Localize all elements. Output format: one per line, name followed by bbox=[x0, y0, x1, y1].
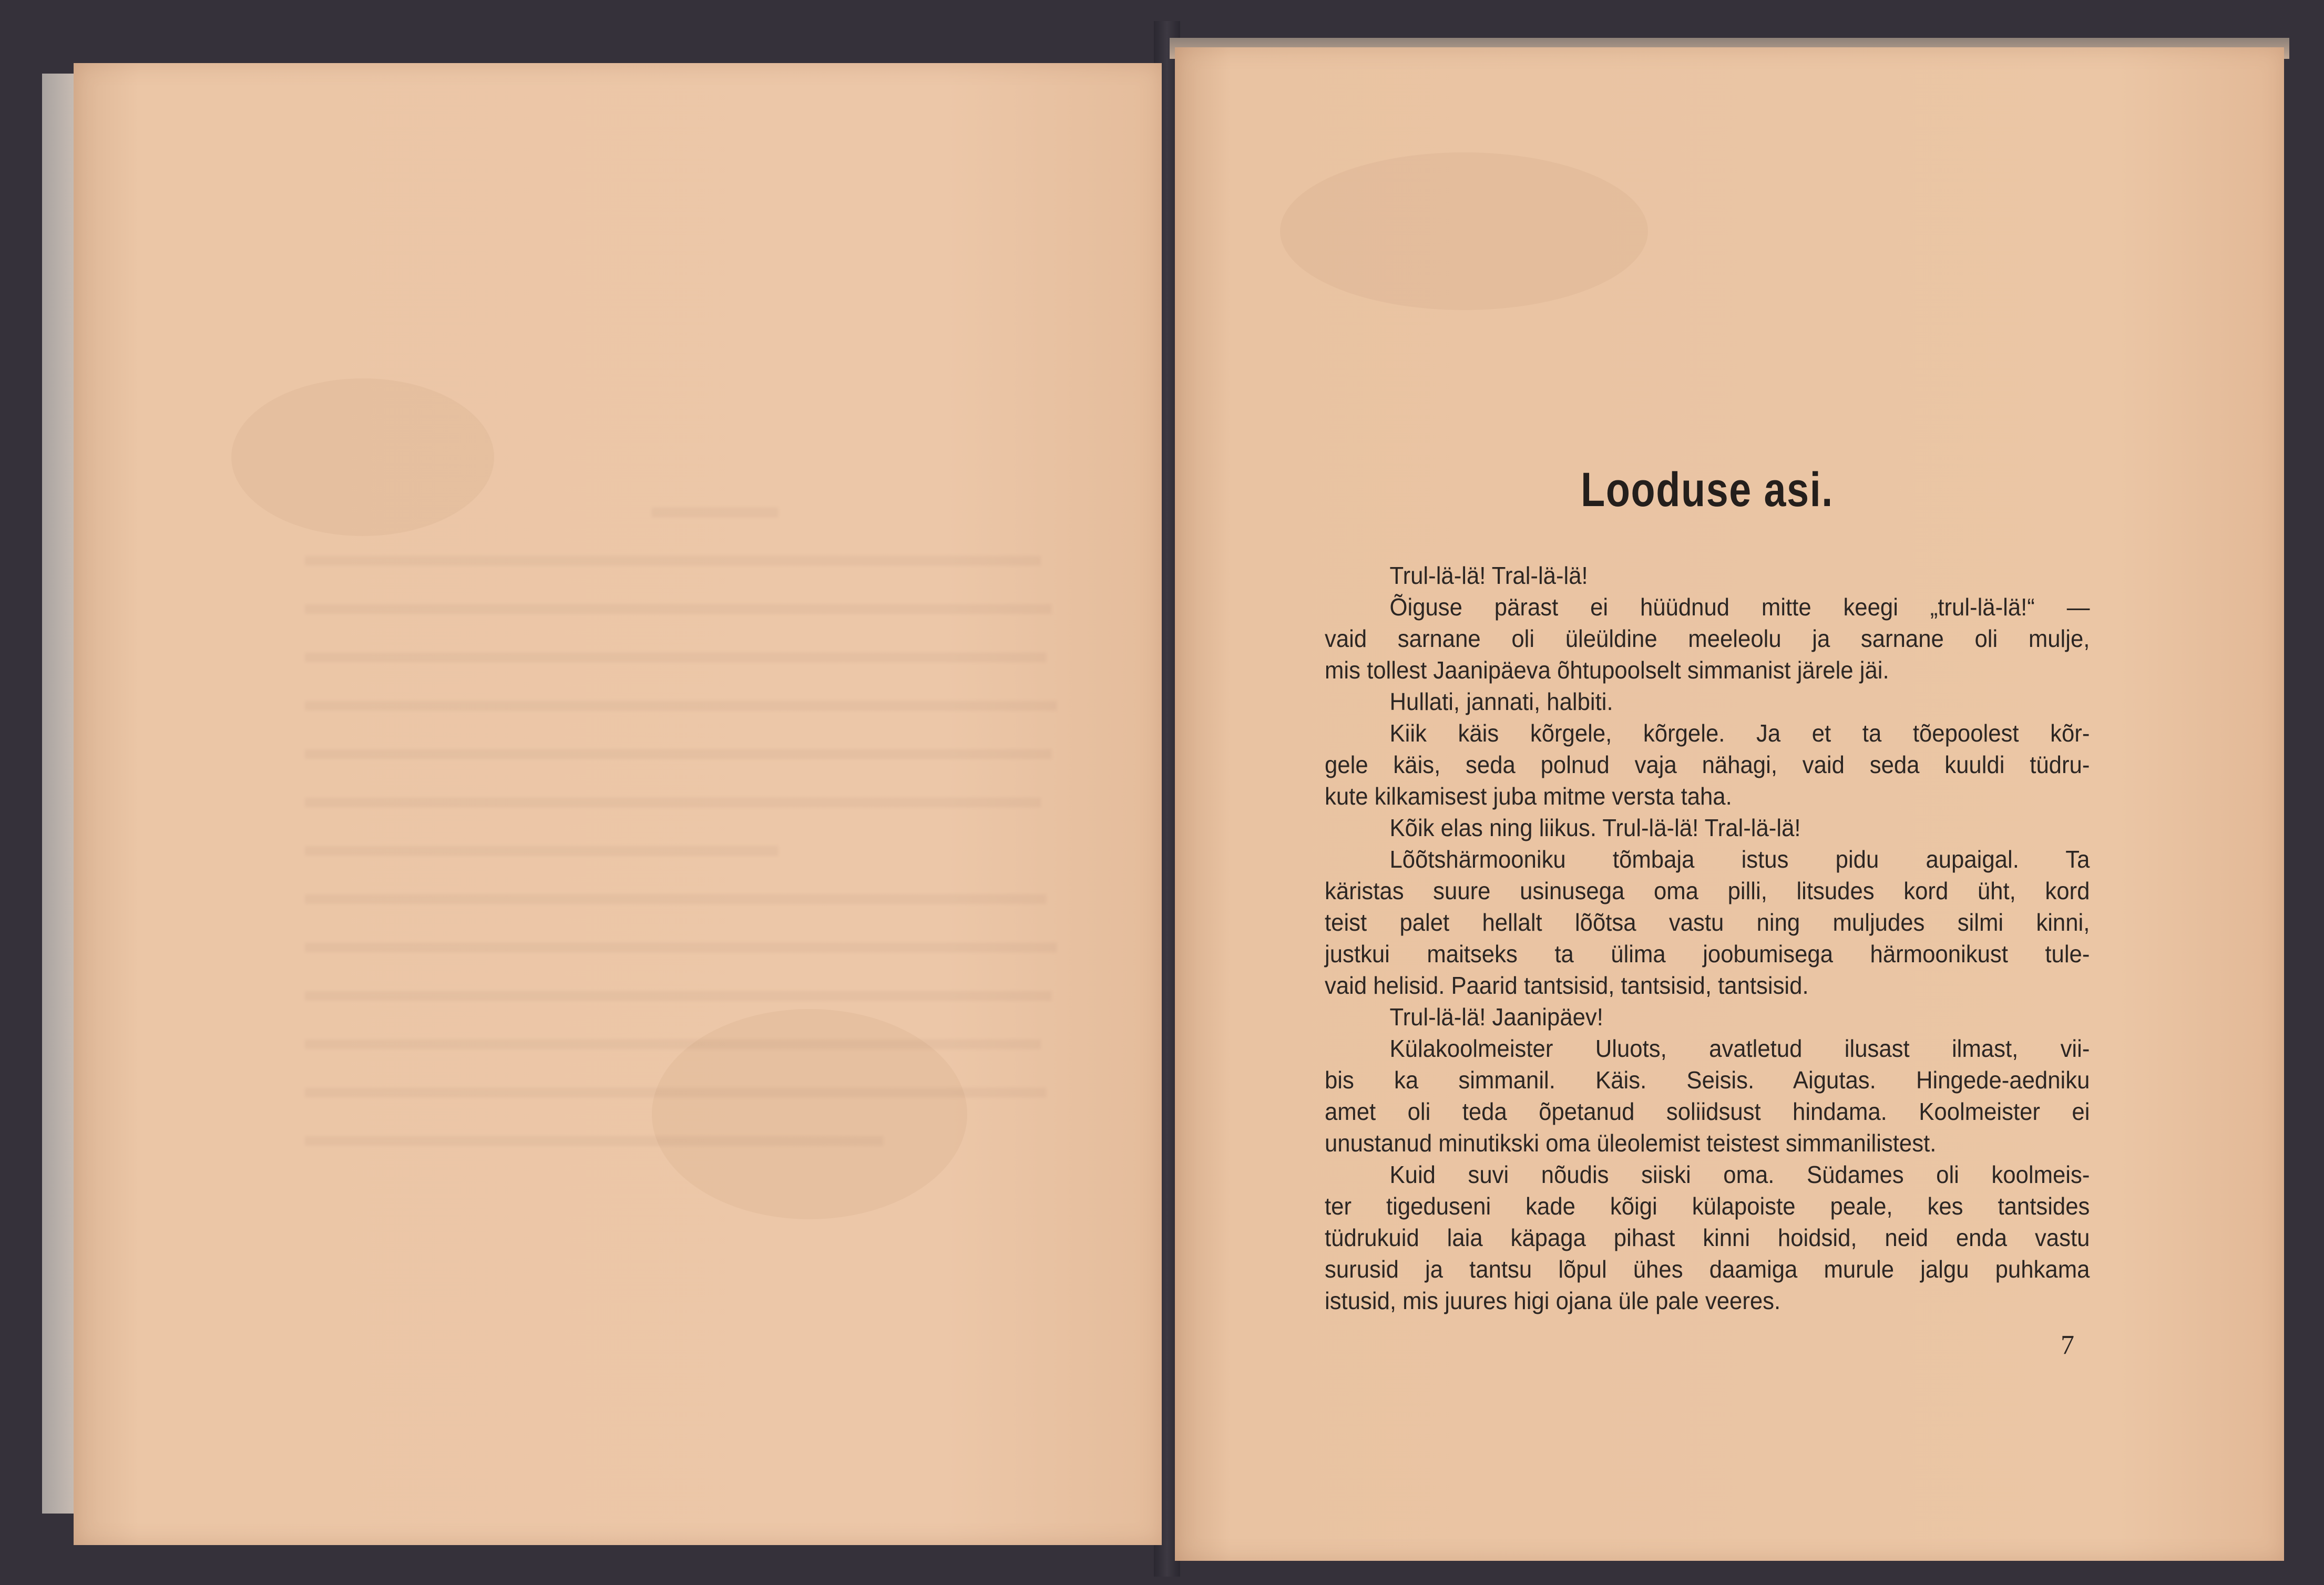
text-line: surusid ja tantsu lõpul ühes daamiga murule jalgu puhkama bbox=[1325, 1255, 2090, 1283]
body-text bbox=[1325, 560, 2090, 1316]
text-line: gele käis, seda polnud vaja nähagi, vaid seda kuuldi tüdru- bbox=[1325, 751, 2090, 778]
right-page-text bbox=[1325, 462, 2090, 1316]
text-line: käristas suure usinusega oma pilli, litsudes kord üht, kord bbox=[1325, 877, 2090, 904]
text-line: amet oli teda õpetanud soliidsust hindama. Koolmeister ei bbox=[1325, 1098, 2090, 1125]
text-line: mis tollest Jaanipäeva õhtupoolselt simmanist järele jäi. bbox=[1325, 656, 1889, 684]
text-line: teist palet hellalt lõõtsa vastu ning muljudes silmi kinni, bbox=[1325, 909, 2090, 936]
text-line: Trul-lä-lä! Jaanipäev! bbox=[1389, 1003, 1603, 1031]
text-line: kute kilkamisest juba mitme versta taha. bbox=[1325, 783, 1732, 810]
page-number: 7 bbox=[2061, 1330, 2074, 1360]
text-line: Kuid suvi nõudis siiski oma. Südames oli koolmeis- bbox=[1389, 1161, 2090, 1188]
text-line: Lõõtshärmooniku tõmbaja istus pidu aupaigal. Ta bbox=[1389, 846, 2090, 873]
text-line: Külakoolmeister Uluots, avatletud ilusast ilmast, vii- bbox=[1389, 1035, 2090, 1062]
bleed-through-text bbox=[305, 473, 1125, 1150]
text-line: vaid helisid. Paarid tantsisid, tantsisid, tantsisid. bbox=[1325, 972, 1809, 999]
text-line: Kõik elas ning liikus. Trul-lä-lä! Tral-lä-lä! bbox=[1389, 814, 1801, 841]
text-line: Kiik käis kõrgele, kõrgele. Ja et ta tõepoolest kõr- bbox=[1389, 719, 2090, 747]
text-line: bis ka simmanil. Käis. Seisis. Aigutas. Hingede-aedniku bbox=[1325, 1066, 2090, 1094]
text-line: istusid, mis juures higi ojana üle pale veeres. bbox=[1325, 1287, 1781, 1314]
chapter-title: Looduse asi. bbox=[1581, 463, 1834, 517]
text-line: vaid sarnane oli üleüldine meeleolu ja sarnane oli mulje, bbox=[1325, 625, 2090, 652]
text-line: Hullati, jannati, halbiti. bbox=[1389, 688, 1613, 715]
text-line: tüdrukuid laia käpaga pihast kinni hoidsid, neid enda vastu bbox=[1325, 1224, 2090, 1251]
text-line: Trul-lä-lä! Tral-lä-lä! bbox=[1389, 562, 1588, 589]
text-line: justkui maitseks ta ülima joobumisega härmoonikust tule- bbox=[1325, 940, 2090, 968]
paper-stain bbox=[1280, 152, 1648, 310]
text-line: unustanud minutikski oma üleolemist teistest simmanilistest. bbox=[1325, 1129, 1937, 1157]
text-line: Õiguse pärast ei hüüdnud mitte keegi „trul-lä-lä!“ — bbox=[1389, 593, 2090, 621]
text-line: ter tigeduseni kade kõigi külapoiste peale, kes tantsides bbox=[1325, 1192, 2090, 1220]
